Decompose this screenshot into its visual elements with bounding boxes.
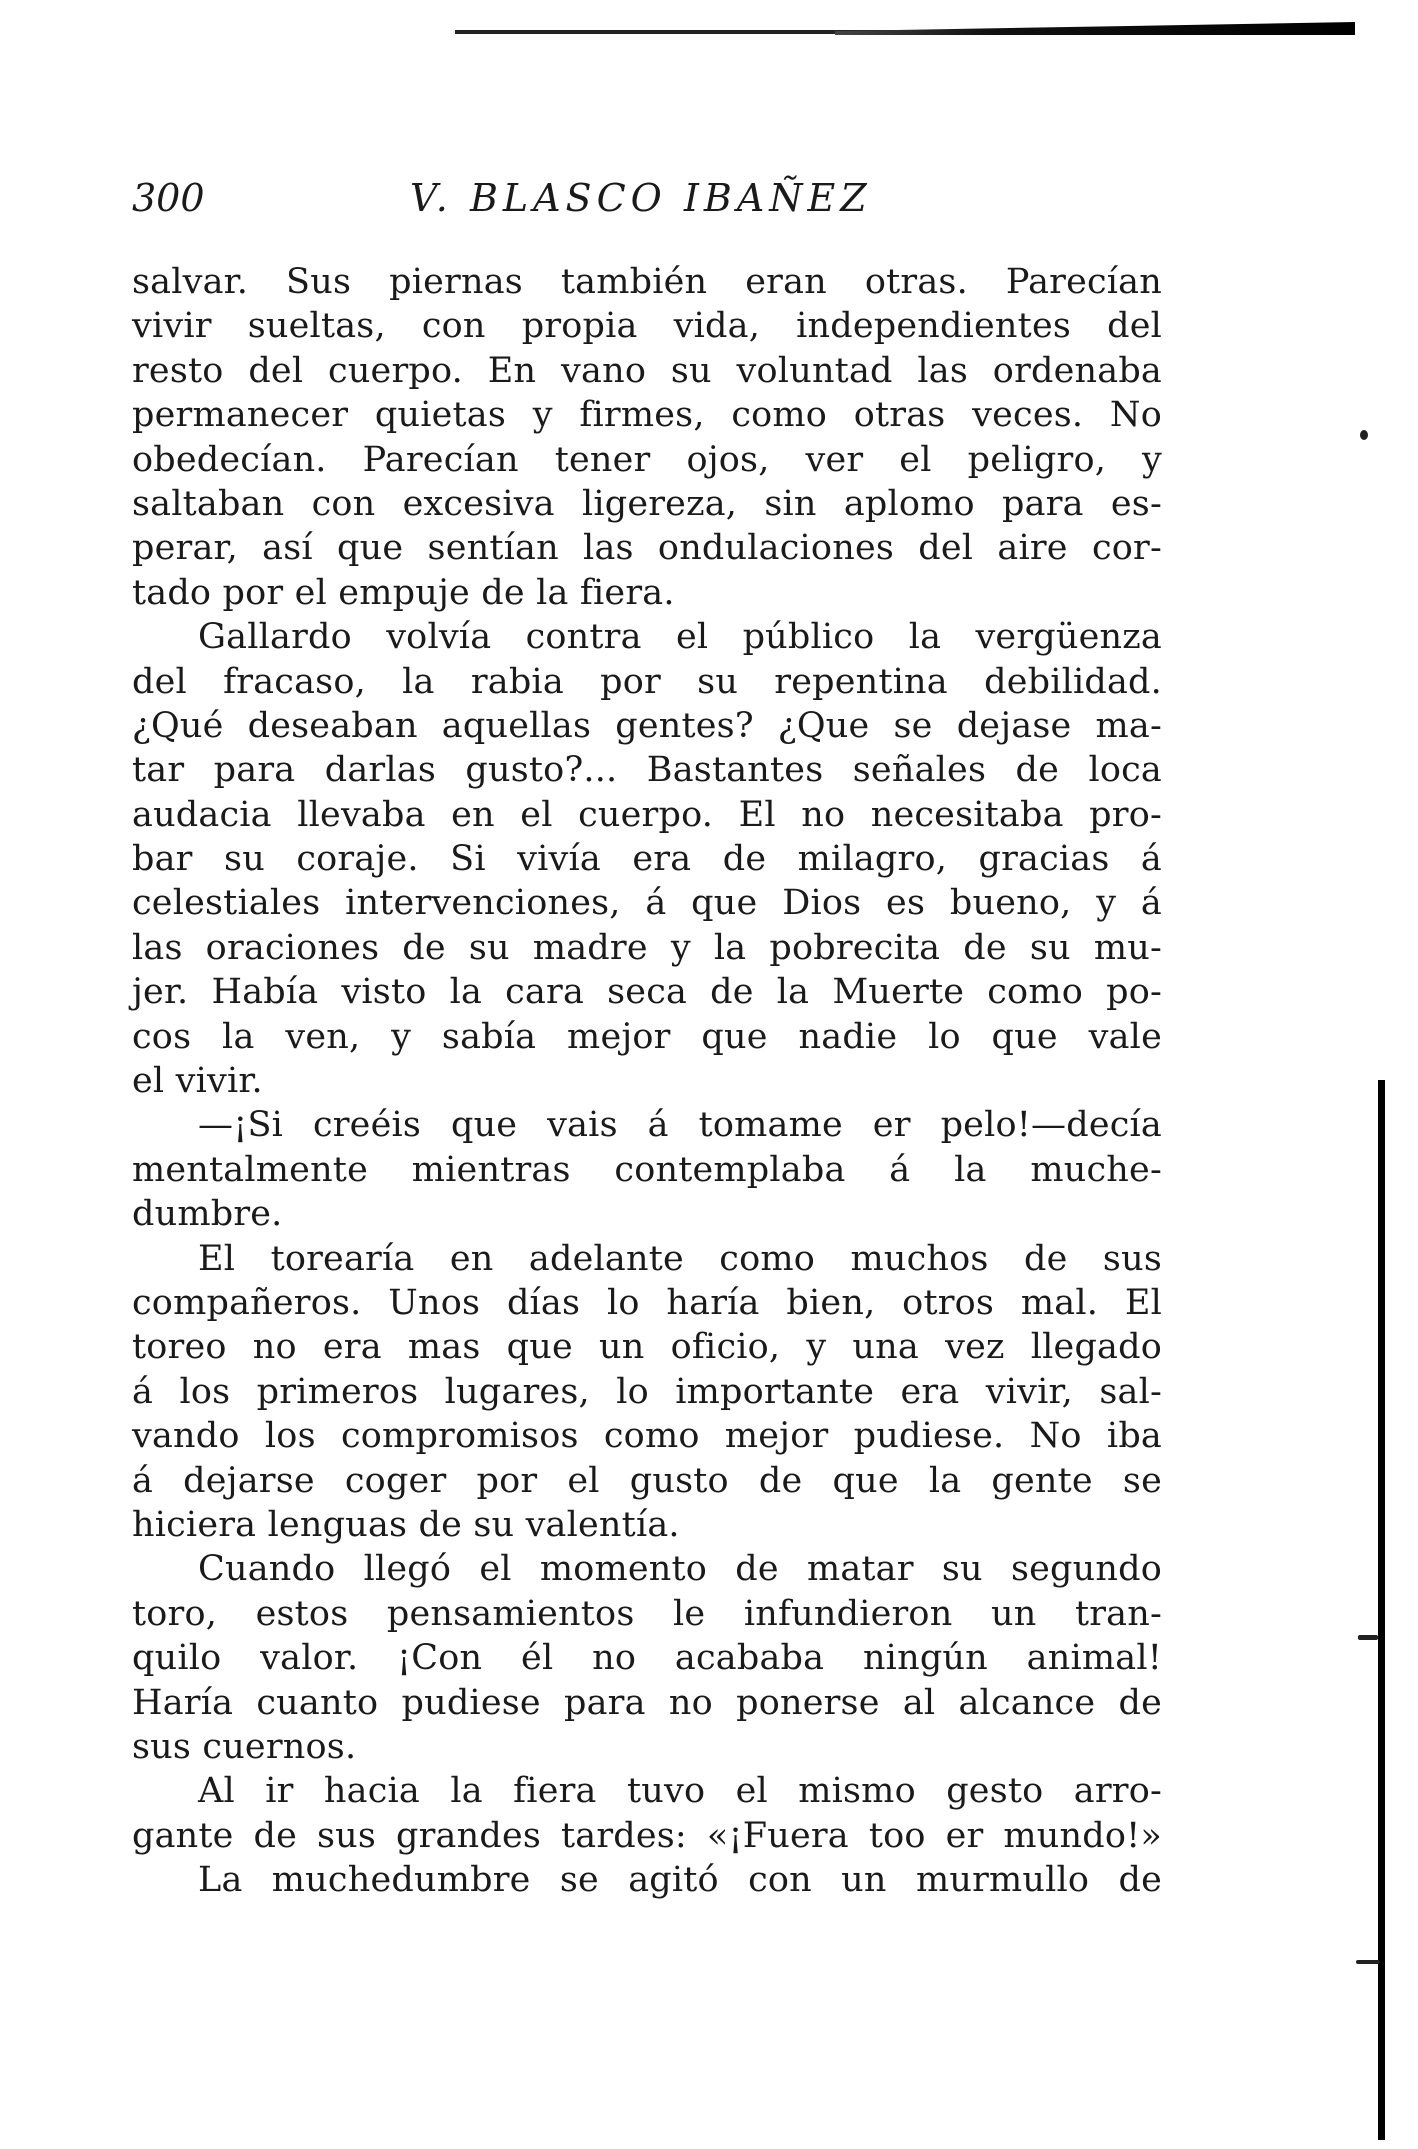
text-line: permanecer quietas y firmes, como otras veces. No <box>132 395 1162 436</box>
text-line: ¿Qué deseaban aquellas gentes? ¿Que se dejase ma- <box>132 705 1162 746</box>
text-line: obedecían. Parecían tener ojos, ver el peligro, y <box>132 439 1162 480</box>
text-line: toro, estos pensamientos le infundieron un tran- <box>132 1593 1162 1634</box>
ink-speck <box>1360 430 1368 440</box>
text-line: La muchedumbre se agitó con un murmullo de <box>198 1860 1162 1901</box>
body-text <box>132 260 1162 1902</box>
text-line: del fracaso, la rabia por su repentina debilidad. <box>132 661 1162 702</box>
text-line: gante de sus grandes tardes: «¡Fuera too er mundo!» <box>132 1815 1162 1856</box>
text-line: toreo no era mas que un oficio, y una vez llegado <box>132 1327 1162 1368</box>
text-line: —¡Si creéis que vais á tomame er pelo!—decía <box>198 1105 1162 1146</box>
text-line: Gallardo volvía contra el público la vergüenza <box>198 617 1162 658</box>
text-line: quilo valor. ¡Con él no acababa ningún animal! <box>132 1638 1162 1679</box>
top-rule <box>455 20 1355 36</box>
text-line: vando los compromisos como mejor pudiese. No iba <box>132 1416 1162 1457</box>
text-line: bar su coraje. Si vivía era de milagro, gracias á <box>132 839 1162 880</box>
text-line: Al ir hacia la fiera tuvo el mismo gesto arro- <box>198 1771 1162 1812</box>
top-rule-thick <box>835 22 1355 35</box>
text-line: salvar. Sus piernas también eran otras. Parecían <box>132 262 1162 302</box>
text-line: audacia llevaba en el cuerpo. El no necesitaba pro- <box>132 794 1162 835</box>
text-line: mentalmente mientras contemplaba á la muche- <box>132 1149 1162 1190</box>
text-line: tar para darlas gusto?... Bastantes señales de loca <box>132 750 1162 791</box>
text-line: saltaban con excesiva ligereza, sin aplomo para es- <box>132 483 1162 524</box>
text-line: resto del cuerpo. En vano su voluntad las ordenaba <box>132 350 1162 391</box>
text-line: dumbre. <box>132 1194 283 1235</box>
text-line: perar, así que sentían las ondulaciones del aire cor- <box>132 528 1162 569</box>
text-line: Cuando llegó el momento de matar su segundo <box>198 1549 1162 1590</box>
running-head <box>132 168 1192 230</box>
text-line: El torearía en adelante como muchos de sus <box>198 1238 1162 1279</box>
ink-speck <box>1358 1635 1378 1640</box>
text-line: jer. Había visto la cara seca de la Muerte como po- <box>132 972 1162 1013</box>
text-line: vivir sueltas, con propia vida, independientes del <box>132 306 1162 347</box>
text-line: las oraciones de su madre y la pobrecita de su mu- <box>132 927 1162 968</box>
text-line: celestiales intervenciones, á que Dios es bueno, y á <box>132 883 1162 924</box>
text-line: hiciera lenguas de su valentía. <box>132 1504 680 1545</box>
ink-speck <box>1356 1960 1380 1964</box>
page-number: 300 <box>132 176 205 220</box>
text-line: tado por el empuje de la fiera. <box>132 572 675 613</box>
running-title: V. BLASCO IBAÑEZ <box>410 176 872 220</box>
text-line: sus cuernos. <box>132 1726 357 1767</box>
text-line: el vivir. <box>132 1061 263 1102</box>
text-line: compañeros. Unos días lo haría bien, otros mal. El <box>132 1282 1162 1323</box>
text-line: á dejarse coger por el gusto de que la gente se <box>132 1460 1162 1501</box>
text-line: á los primeros lugares, lo importante era vivir, sal- <box>132 1371 1162 1412</box>
binding-edge <box>1378 1080 1385 2140</box>
text-line: cos la ven, y sabía mejor que nadie lo que vale <box>132 1016 1162 1057</box>
text-line: Haría cuanto pudiese para no ponerse al alcance de <box>132 1682 1162 1723</box>
